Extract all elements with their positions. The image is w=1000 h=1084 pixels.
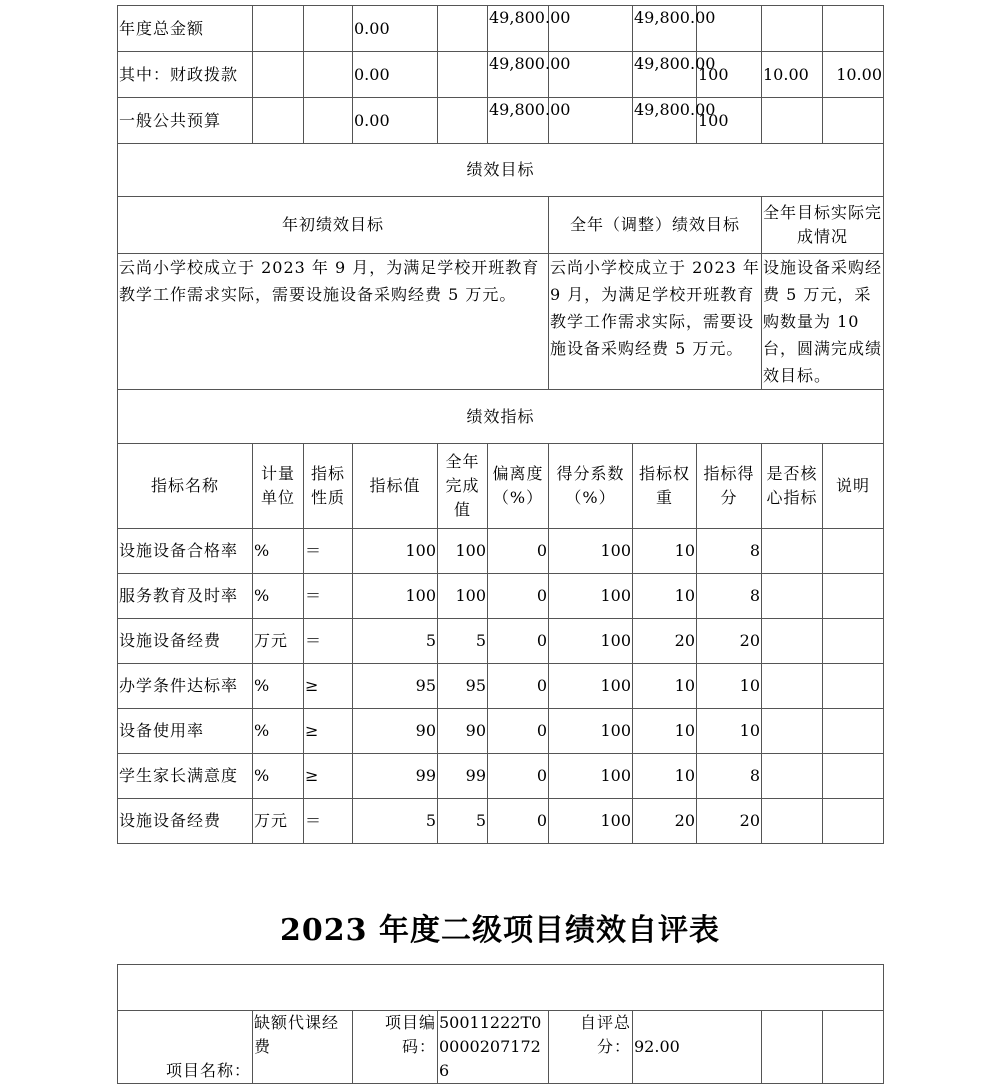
indicator-name: 设施设备合格率: [118, 529, 253, 574]
budget-value: 49,800.00: [488, 52, 549, 98]
budget-label: 一般公共预算: [118, 98, 253, 144]
indicator-target: 99: [353, 754, 438, 799]
header-cell: 计量单位: [253, 444, 304, 529]
indicator-score: 8: [697, 529, 762, 574]
indicator-score: 10: [697, 664, 762, 709]
document-title: 2023 年度二级项目绩效自评表: [280, 913, 720, 948]
indicator-target: 5: [353, 799, 438, 844]
indicator-weight: 20: [633, 799, 697, 844]
actual-goal-text: 设施设备采购经费 5 万元，采购数量为 10 台，圆满完成绩效目标。: [762, 254, 884, 390]
indicator-score: 20: [697, 619, 762, 664]
indicator-nature: ≥: [304, 709, 353, 754]
indicator-deviation: 0: [488, 799, 549, 844]
indicator-score: 20: [697, 799, 762, 844]
indicator-coef: 100: [549, 754, 633, 799]
indicator-deviation: 0: [488, 664, 549, 709]
budget-row: [118, 6, 884, 52]
project-name-label: 项目名称：: [118, 1011, 253, 1084]
indicator-nature: ＝: [304, 529, 353, 574]
indicator-unit: %: [253, 709, 304, 754]
indicator-unit: %: [253, 664, 304, 709]
self-score-value: 92.00: [633, 1011, 762, 1084]
header-cell: 得分系数（%）: [549, 444, 633, 529]
indicator-row: [118, 799, 884, 844]
budget-value: 49,800.00: [633, 98, 697, 144]
indicator-nature: ＝: [304, 619, 353, 664]
indicator-row: [118, 709, 884, 754]
indicator-name: 学生家长满意度: [118, 754, 253, 799]
indicator-target: 100: [353, 529, 438, 574]
budget-value: 0.00: [353, 98, 438, 144]
indicator-actual: 95: [438, 664, 488, 709]
budget-value: [823, 98, 884, 144]
indicator-score: 8: [697, 574, 762, 619]
indicator-name: 设施设备经费: [118, 619, 253, 664]
budget-value: 0.00: [353, 6, 438, 52]
indicator-row: [118, 574, 884, 619]
indicator-deviation: 0: [488, 574, 549, 619]
budget-value: [762, 98, 823, 144]
budget-value: 0.00: [353, 52, 438, 98]
indicator-coef: 100: [549, 619, 633, 664]
indicator-name: 设备使用率: [118, 709, 253, 754]
second-performance-table: [117, 964, 884, 1084]
indicator-nature: ≥: [304, 664, 353, 709]
indicator-target: 95: [353, 664, 438, 709]
header-cell: 指标性质: [304, 444, 353, 529]
indicator-actual: 99: [438, 754, 488, 799]
header-cell: 说明: [823, 444, 884, 529]
indicator-actual: 5: [438, 799, 488, 844]
budget-value: 10.00: [823, 52, 884, 98]
indicator-unit: %: [253, 529, 304, 574]
indicator-target: 100: [353, 574, 438, 619]
header-cell: 全年完成值: [438, 444, 488, 529]
indicator-actual: 100: [438, 574, 488, 619]
header-cell: 指标权重: [633, 444, 697, 529]
indicator-weight: 10: [633, 574, 697, 619]
indicator-name: 设施设备经费: [118, 799, 253, 844]
indicator-deviation: 0: [488, 754, 549, 799]
indicator-weight: 10: [633, 754, 697, 799]
indicator-row: [118, 619, 884, 664]
indicators-section-title: 绩效指标: [118, 390, 884, 444]
indicator-coef: 100: [549, 799, 633, 844]
indicator-score: 8: [697, 754, 762, 799]
header-cell: 偏离度（%）: [488, 444, 549, 529]
indicator-row: [118, 754, 884, 799]
header-cell: 指标值: [353, 444, 438, 529]
actual-goal-header: 全年目标实际完成情况: [762, 197, 884, 254]
self-score-label: 自评总分：: [549, 1011, 633, 1084]
project-code-value: 50011222T000002071726: [438, 1011, 549, 1084]
indicator-nature: ＝: [304, 574, 353, 619]
indicator-name: 服务教育及时率: [118, 574, 253, 619]
header-cell: 指标得分: [697, 444, 762, 529]
indicator-coef: 100: [549, 529, 633, 574]
indicator-name: 办学条件达标率: [118, 664, 253, 709]
budget-value: 100: [697, 98, 762, 144]
indicator-weight: 10: [633, 664, 697, 709]
initial-goal-text: 云尚小学校成立于 2023 年 9 月，为满足学校开班教育教学工作需求实际，需要设施设备采购经费 5 万元。: [118, 254, 549, 390]
budget-row: [118, 52, 884, 98]
indicator-header-row: [118, 444, 884, 529]
indicator-weight: 10: [633, 529, 697, 574]
indicator-actual: 90: [438, 709, 488, 754]
indicator-weight: 20: [633, 619, 697, 664]
indicator-coef: 100: [549, 709, 633, 754]
indicator-deviation: 0: [488, 709, 549, 754]
indicator-target: 90: [353, 709, 438, 754]
budget-value: 49,800.00: [633, 6, 697, 52]
budget-row: [118, 98, 884, 144]
indicator-nature: ＝: [304, 799, 353, 844]
budget-label: 年度总金额: [118, 6, 253, 52]
budget-value: 49,800.00: [488, 98, 549, 144]
indicator-coef: 100: [549, 664, 633, 709]
indicator-score: 10: [697, 709, 762, 754]
adjusted-goal-text: 云尚小学校成立于 2023 年 9 月，为满足学校开班教育教学工作需求实际，需要设施设备采购经费 5 万元。: [549, 254, 762, 390]
goals-section-title: 绩效目标: [118, 144, 884, 197]
indicator-unit: 万元: [253, 799, 304, 844]
indicator-weight: 10: [633, 709, 697, 754]
budget-label: 其中：财政拨款: [118, 52, 253, 98]
project-code-label: 项目编码：: [353, 1011, 438, 1084]
indicator-nature: ≥: [304, 754, 353, 799]
indicator-row: [118, 664, 884, 709]
budget-value: 10.00: [762, 52, 823, 98]
indicator-actual: 5: [438, 619, 488, 664]
initial-goal-header: 年初绩效目标: [118, 197, 549, 254]
indicator-target: 5: [353, 619, 438, 664]
indicator-actual: 100: [438, 529, 488, 574]
budget-value: [762, 6, 823, 52]
indicator-deviation: 0: [488, 529, 549, 574]
budget-value: 100: [697, 52, 762, 98]
budget-value: 49,800.00: [488, 6, 549, 52]
budget-value: [823, 6, 884, 52]
header-cell: 是否核心指标: [762, 444, 823, 529]
indicator-row: [118, 529, 884, 574]
header-cell: 指标名称: [118, 444, 253, 529]
indicator-deviation: 0: [488, 619, 549, 664]
project-name-value: 缺额代课经费: [253, 1011, 353, 1084]
budget-value: 49,800.00: [633, 52, 697, 98]
indicator-unit: %: [253, 754, 304, 799]
indicator-coef: 100: [549, 574, 633, 619]
indicator-unit: %: [253, 574, 304, 619]
indicator-unit: 万元: [253, 619, 304, 664]
adjusted-goal-header: 全年（调整）绩效目标: [549, 197, 762, 254]
performance-table: [117, 5, 884, 844]
